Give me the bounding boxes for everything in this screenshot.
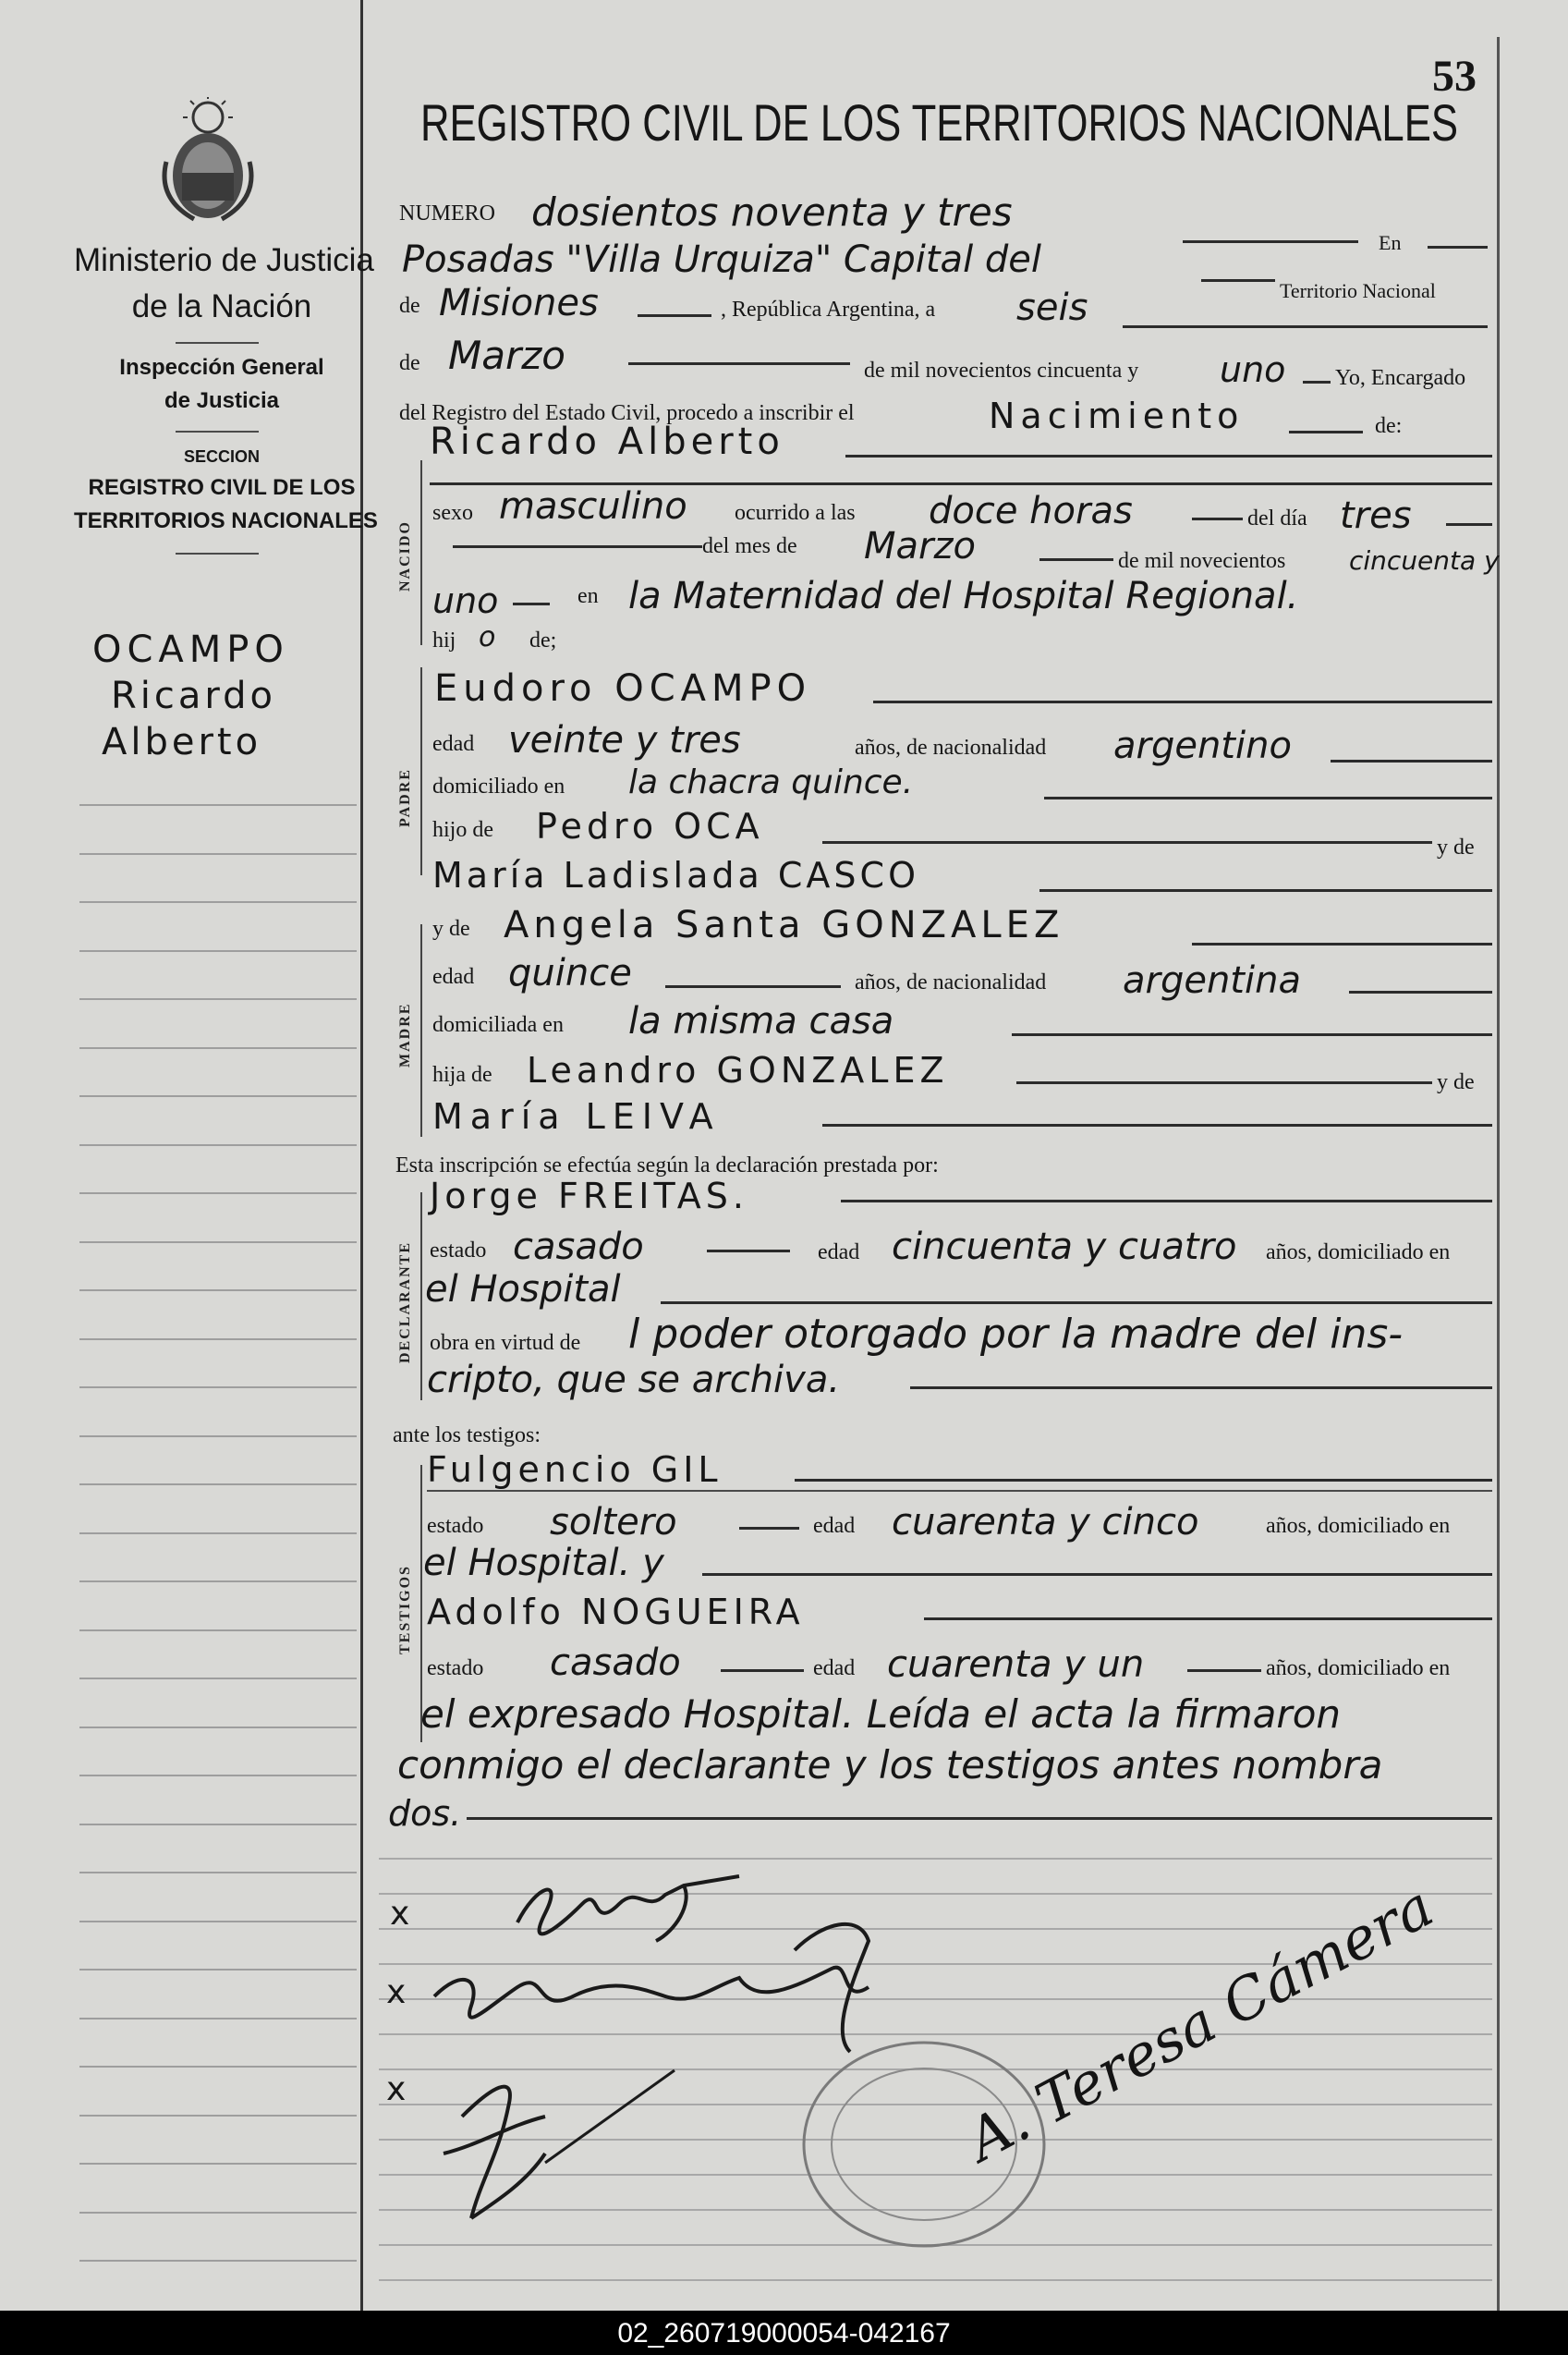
fill-line bbox=[1012, 1033, 1492, 1036]
territory-value: Misiones bbox=[439, 282, 599, 324]
signature-rule bbox=[379, 2279, 1492, 2281]
child-name: Ricardo Alberto bbox=[430, 421, 784, 463]
fill-line bbox=[739, 1527, 799, 1530]
section-nacido: NACIDO bbox=[397, 520, 413, 592]
margin-rule bbox=[79, 853, 357, 855]
declarante-domicilio-value: el Hospital bbox=[425, 1268, 621, 1311]
declarante-estado-value: casado bbox=[513, 1226, 644, 1268]
de-label-2: de bbox=[399, 351, 420, 375]
mes-value: Marzo bbox=[864, 525, 976, 567]
margin-rule bbox=[79, 804, 357, 806]
fill-line bbox=[924, 1617, 1492, 1620]
hijo-label: hij bbox=[432, 628, 456, 653]
fill-line bbox=[1303, 381, 1331, 384]
fill-line bbox=[1428, 246, 1488, 249]
margin-rule bbox=[79, 1532, 357, 1534]
fill-line bbox=[1331, 760, 1492, 763]
witness1-name: Fulgencio GIL bbox=[427, 1449, 723, 1490]
padre-domicilio-label: domiciliado en bbox=[432, 775, 565, 799]
madre-nac-value: argentina bbox=[1123, 959, 1301, 1002]
year-label: de mil novecientos cincuenta y bbox=[864, 359, 1139, 383]
ministry-name-line2: de la Nación bbox=[131, 288, 312, 324]
fill-line bbox=[702, 1573, 1492, 1576]
margin-rule bbox=[79, 2115, 357, 2117]
republica-label: , República Argentina, a bbox=[721, 298, 936, 322]
madre-edad-value: quince bbox=[508, 952, 632, 994]
numero-label: NUMERO bbox=[399, 201, 496, 226]
closing-line-2: conmigo el declarante y los testigos antes nombra bbox=[397, 1742, 1383, 1788]
page-number: 53 bbox=[1432, 52, 1477, 101]
margin-firstname: Ricardo bbox=[111, 675, 277, 717]
witness1-estado-value: soltero bbox=[550, 1501, 677, 1544]
maternal-grandfather: Leandro GONZALEZ bbox=[527, 1050, 949, 1091]
madre-yde-label-2: y de bbox=[1437, 1070, 1475, 1094]
fill-line bbox=[1289, 431, 1363, 433]
officer-signature: A. Teresa Cámera bbox=[955, 1872, 1444, 2175]
bracket-nacido bbox=[420, 460, 422, 645]
right-border-line bbox=[1497, 37, 1500, 2311]
month-value: Marzo bbox=[448, 333, 565, 378]
fill-line bbox=[513, 603, 550, 605]
bracket-madre bbox=[420, 924, 422, 1137]
paternal-grandmother: María Ladislada CASCO bbox=[432, 855, 919, 896]
declarante-anos-label: años, domiciliado en bbox=[1266, 1240, 1451, 1264]
bracket-padre bbox=[420, 667, 422, 875]
declarante-estado-label: estado bbox=[430, 1239, 487, 1263]
madre-hija-label: hija de bbox=[432, 1063, 492, 1087]
testigos-intro: ante los testigos: bbox=[393, 1423, 541, 1447]
fill-line bbox=[453, 545, 702, 548]
sexo-label: sexo bbox=[432, 501, 473, 525]
margin-rule bbox=[79, 1678, 357, 1679]
margin-rule bbox=[79, 1192, 357, 1194]
hijo-suffix: o bbox=[479, 621, 496, 653]
territorio-label: Territorio Nacional bbox=[1280, 279, 1436, 302]
section-testigos: TESTIGOS bbox=[397, 1565, 413, 1654]
margin-surname: OCAMPO bbox=[92, 628, 289, 671]
inspection-line2: de Justicia bbox=[164, 388, 280, 413]
mother-name: Angela Santa GONZALEZ bbox=[504, 904, 1064, 946]
fill-line bbox=[628, 362, 850, 365]
nacido-year-value: cincuenta y bbox=[1349, 545, 1500, 576]
inspection-line1: Inspección General bbox=[119, 355, 324, 380]
x-mark-3: x bbox=[386, 2070, 407, 2108]
witness2-edad-value: cuarenta y un bbox=[887, 1643, 1145, 1686]
margin-rule bbox=[79, 1969, 357, 1971]
fill-line bbox=[1016, 1081, 1432, 1084]
fill-line bbox=[845, 455, 1492, 458]
fill-line bbox=[661, 1301, 1492, 1304]
margin-rule bbox=[79, 1338, 357, 1340]
fill-line bbox=[795, 1479, 1492, 1482]
x-mark-2: x bbox=[386, 1973, 407, 2011]
fill-line bbox=[467, 1817, 1492, 1820]
fill-line bbox=[1446, 523, 1492, 526]
fill-line bbox=[1039, 558, 1113, 561]
margin-rule bbox=[79, 1872, 357, 1873]
fill-line bbox=[1183, 240, 1358, 243]
margin-rule bbox=[79, 1580, 357, 1582]
hora-value: doce horas bbox=[929, 490, 1133, 532]
declarante-edad-label: edad bbox=[818, 1240, 860, 1264]
margin-rule bbox=[79, 1047, 357, 1049]
closing-line-3: dos. bbox=[388, 1793, 462, 1834]
margin-rule bbox=[79, 1435, 357, 1437]
margin-rule bbox=[79, 1775, 357, 1776]
fill-line bbox=[721, 1669, 804, 1672]
fill-line bbox=[1192, 943, 1492, 946]
footer-strip bbox=[0, 2311, 1568, 2355]
encargado-label: Yo, Encargado bbox=[1335, 366, 1466, 390]
margin-rule bbox=[79, 1921, 357, 1922]
declarante-obra-value-2: cripto, que se archiva. bbox=[427, 1359, 841, 1401]
closing-line-1: el expresado Hospital. Leída el acta la firmaron bbox=[420, 1691, 1342, 1737]
margin-rule bbox=[79, 2066, 357, 2068]
divider bbox=[176, 553, 259, 555]
sexo-value: masculino bbox=[499, 485, 687, 528]
margin-rule bbox=[79, 1727, 357, 1728]
section-label: SECCION bbox=[183, 447, 260, 466]
coat-of-arms-emblem bbox=[157, 97, 259, 226]
margin-middlename: Alberto bbox=[102, 721, 262, 763]
document-title: REGISTRO CIVIL DE LOS TERRITORIOS NACIONALES bbox=[420, 93, 1458, 152]
de-label-nacido: de; bbox=[529, 628, 557, 653]
act-type-value: Nacimiento bbox=[989, 396, 1245, 436]
left-column-divider bbox=[360, 0, 363, 2311]
margin-rule bbox=[79, 1144, 357, 1146]
en-label-nacido: en bbox=[577, 584, 599, 608]
margin-rule bbox=[79, 2260, 357, 2262]
witness2-anos-label: años, domiciliado en bbox=[1266, 1656, 1451, 1680]
x-mark-1: x bbox=[390, 1895, 410, 1933]
witness2-edad-label: edad bbox=[813, 1656, 856, 1680]
declarante-obra-value: l poder otorgado por la madre del ins- bbox=[628, 1311, 1404, 1358]
ocurrido-label: ocurrido a las bbox=[735, 501, 856, 525]
section-madre: MADRE bbox=[397, 1002, 413, 1068]
witness1-anos-label: años, domiciliado en bbox=[1266, 1514, 1451, 1538]
fill-line bbox=[1187, 1669, 1261, 1672]
fill-line bbox=[822, 841, 1432, 844]
fill-line bbox=[910, 1386, 1492, 1389]
section-declarante: DECLARANTE bbox=[397, 1240, 413, 1363]
fill-line bbox=[1039, 889, 1492, 892]
fill-line bbox=[822, 1124, 1492, 1127]
witness1-edad-value: cuarenta y cinco bbox=[892, 1501, 1199, 1544]
margin-rule bbox=[79, 1241, 357, 1243]
mil-label: de mil novecientos bbox=[1118, 549, 1286, 573]
margin-rule bbox=[79, 1095, 357, 1097]
fill-line bbox=[1192, 518, 1243, 520]
section-line2: TERRITORIOS NACIONALES bbox=[74, 508, 378, 533]
padre-hijo-label: hijo de bbox=[432, 818, 493, 842]
padre-nac-value: argentino bbox=[1113, 725, 1292, 767]
section-padre: PADRE bbox=[397, 768, 413, 827]
madre-domicilio-value: la misma casa bbox=[628, 1000, 894, 1043]
nacido-year-value-2: uno bbox=[432, 580, 499, 621]
padre-anos-label: años, de nacionalidad bbox=[855, 736, 1047, 760]
margin-rule bbox=[79, 950, 357, 952]
fill-line bbox=[1349, 991, 1492, 994]
margin-rule bbox=[79, 1483, 357, 1485]
fill-line bbox=[665, 985, 841, 988]
margin-rule bbox=[79, 1824, 357, 1825]
witness1-edad-label: edad bbox=[813, 1514, 856, 1538]
margin-rule bbox=[79, 2018, 357, 2019]
witness1-estado-label: estado bbox=[427, 1514, 484, 1538]
day-value: seis bbox=[1016, 287, 1088, 329]
margin-rule bbox=[79, 998, 357, 1000]
de-colon: de: bbox=[1375, 414, 1403, 438]
lugar-value: la Maternidad del Hospital Regional. bbox=[628, 575, 1299, 617]
place-value: Posadas "Villa Urquiza" Capital del bbox=[402, 238, 1042, 281]
ministry-name-line1: Ministerio de Justicia bbox=[74, 242, 374, 278]
margin-rule bbox=[79, 1386, 357, 1388]
margin-rule bbox=[79, 2212, 357, 2214]
declarante-obra-label: obra en virtud de bbox=[430, 1331, 581, 1355]
margin-rule bbox=[79, 901, 357, 903]
numero-value: dosientos noventa y tres bbox=[531, 189, 1013, 235]
fill-line bbox=[1123, 325, 1488, 328]
declarante-intro: Esta inscripción se efectúa según la declaración prestada por: bbox=[395, 1153, 939, 1178]
footer-id: 02_260719000054-042167 bbox=[617, 2318, 951, 2349]
dia-value: tres bbox=[1340, 494, 1412, 537]
madre-anos-label: años, de nacionalidad bbox=[855, 970, 1047, 994]
witness2-name: Adolfo NOGUEIRA bbox=[427, 1592, 805, 1632]
bracket-declarante bbox=[420, 1192, 422, 1400]
margin-rule bbox=[79, 1629, 357, 1631]
divider bbox=[176, 431, 259, 433]
madre-yde-label: y de bbox=[432, 917, 470, 941]
maternal-grandmother: María LEIVA bbox=[432, 1096, 721, 1137]
en-label: En bbox=[1379, 231, 1402, 254]
padre-edad-label: edad bbox=[432, 732, 475, 756]
divider bbox=[176, 342, 259, 344]
margin-rule bbox=[79, 2163, 357, 2165]
fill-line bbox=[638, 314, 711, 317]
del-mes-label: del mes de bbox=[702, 534, 797, 558]
procedo-label: del Registro del Estado Civil, procedo a inscribir el bbox=[399, 401, 855, 425]
signatures-graphic bbox=[407, 1849, 1497, 2255]
fill-line bbox=[707, 1250, 790, 1252]
declarante-name: Jorge FREITAS. bbox=[430, 1176, 748, 1216]
fill-line bbox=[841, 1200, 1492, 1202]
fill-line bbox=[427, 1490, 1492, 1492]
de-label: de bbox=[399, 294, 420, 318]
witness2-estado-label: estado bbox=[427, 1656, 484, 1680]
witness1-domicilio-value: el Hospital. y bbox=[423, 1542, 664, 1584]
madre-edad-label: edad bbox=[432, 965, 475, 989]
father-name: Eudoro OCAMPO bbox=[434, 667, 812, 710]
section-line1: REGISTRO CIVIL DE LOS bbox=[88, 475, 356, 500]
fill-line bbox=[1044, 797, 1492, 799]
padre-edad-value: veinte y tres bbox=[508, 719, 741, 762]
margin-rule bbox=[79, 1289, 357, 1291]
del-dia-label: del día bbox=[1247, 506, 1307, 531]
year-value: uno bbox=[1220, 349, 1286, 390]
fill-line bbox=[1201, 279, 1275, 282]
fill-line bbox=[873, 701, 1492, 703]
madre-domicilio-label: domiciliada en bbox=[432, 1013, 564, 1037]
paternal-grandfather: Pedro OCA bbox=[536, 806, 764, 847]
padre-domicilio-value: la chacra quince. bbox=[628, 763, 914, 801]
padre-yde-label: y de bbox=[1437, 836, 1475, 860]
declarante-edad-value: cincuenta y cuatro bbox=[892, 1226, 1237, 1268]
witness2-estado-value: casado bbox=[550, 1641, 681, 1684]
